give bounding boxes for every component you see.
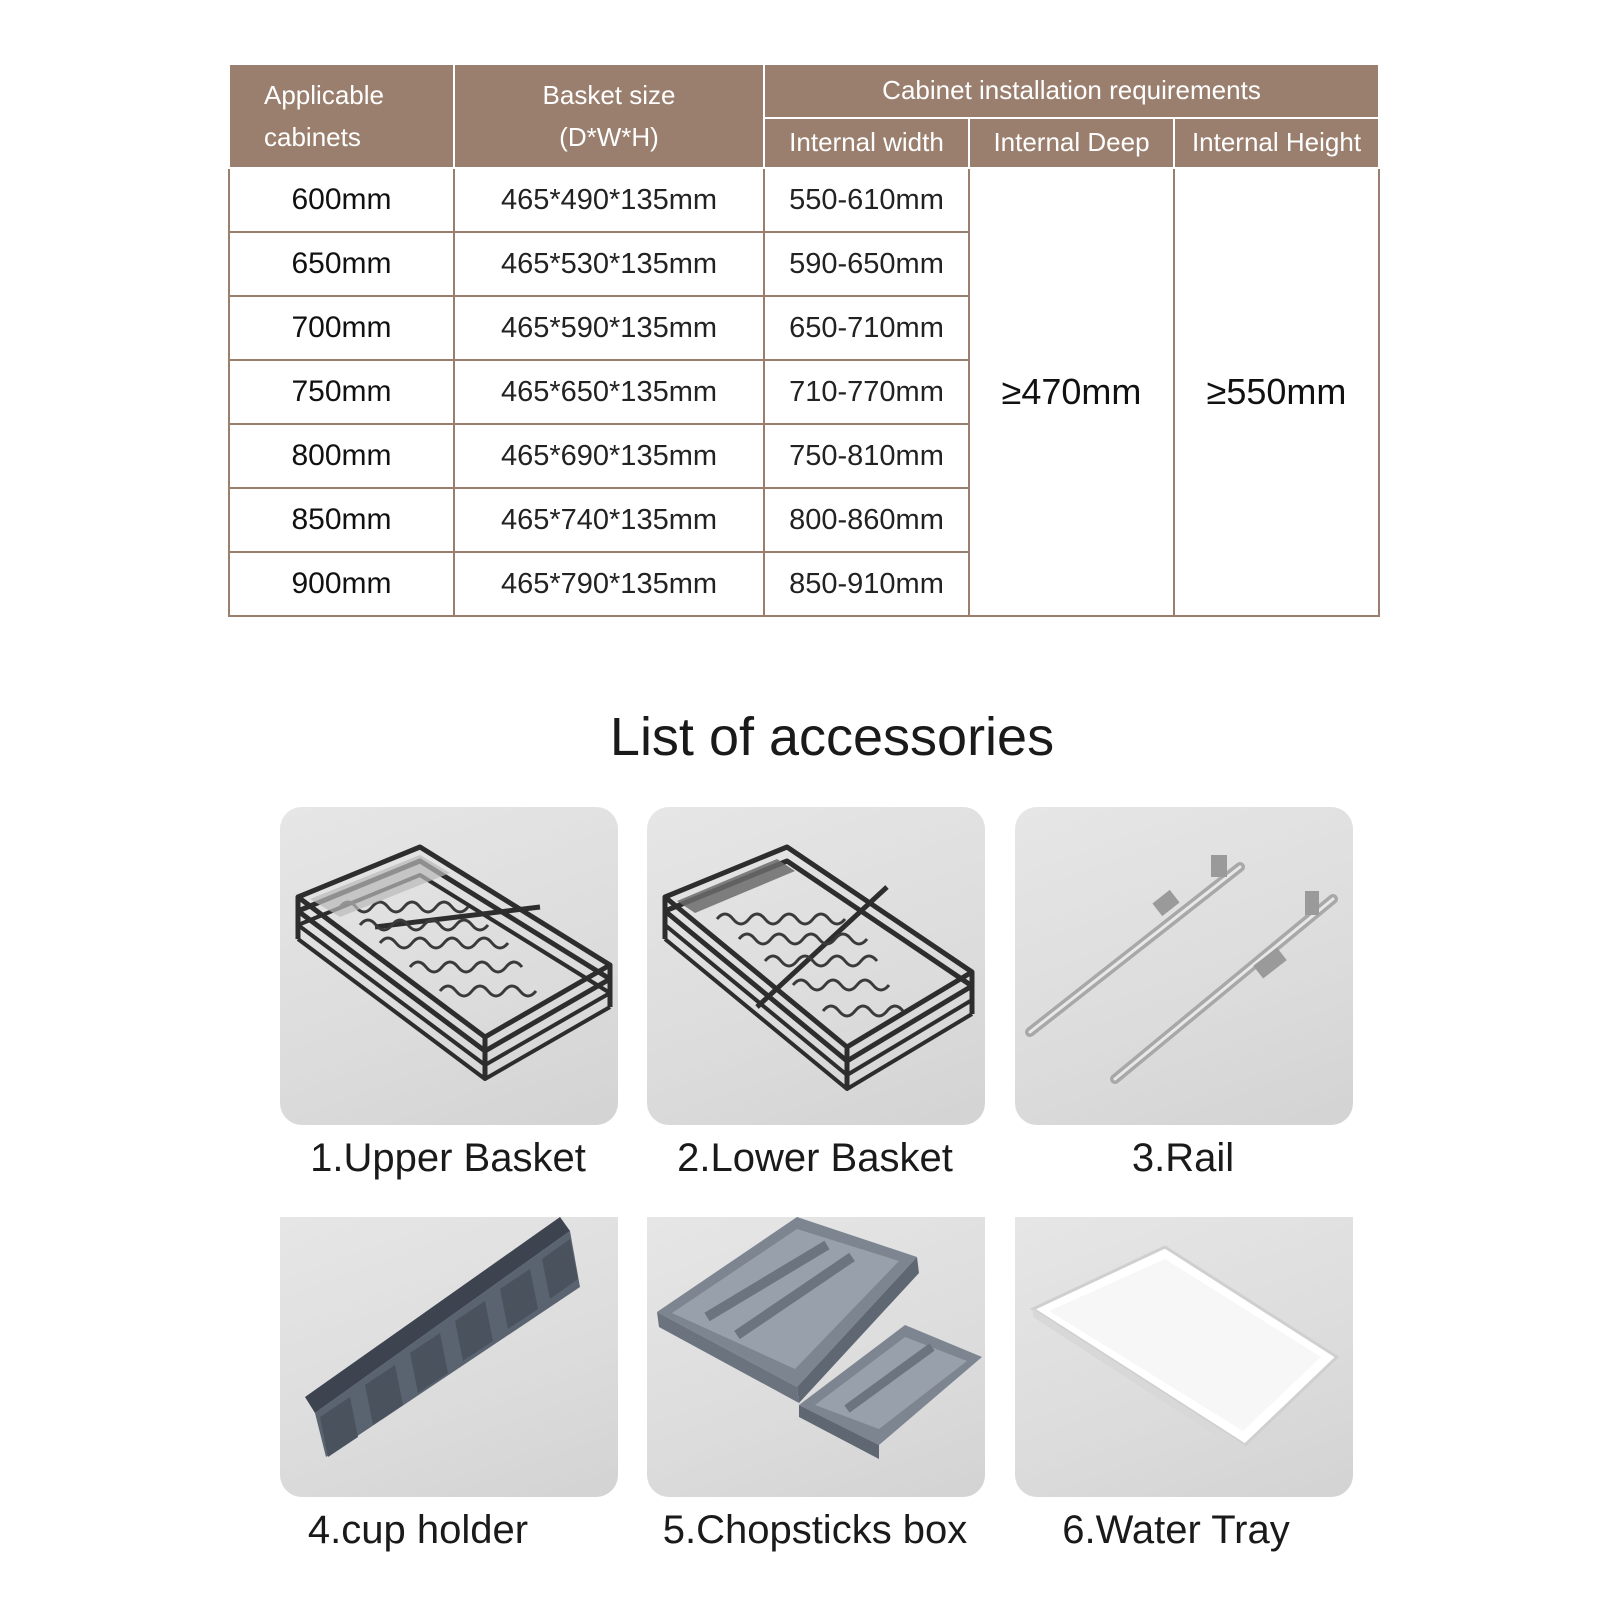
header-basket-size [454, 64, 764, 168]
cabinet-size-cell: 750mm [229, 360, 454, 424]
internal-height-value: ≥550mm [1174, 168, 1379, 616]
cabinet-size-cell: 800mm [229, 424, 454, 488]
cup-holder-image [280, 1217, 618, 1497]
cabinet-size-cell: 650mm [229, 232, 454, 296]
rail-label: 3.Rail [1131, 1136, 1235, 1180]
header-basket-size-line1: Basket size [542, 80, 676, 110]
spec-table [228, 63, 1380, 617]
header-cabinet-requirements: Cabinet installation requirements [764, 64, 1379, 118]
internal-width-cell: 550-610mm [764, 168, 969, 232]
header-internal-height: Internal Height [1174, 118, 1379, 168]
header-applicable-text: Applicable cabinets [264, 80, 384, 152]
lower-basket-label: 2.Lower Basket [677, 1136, 953, 1180]
lower-basket-image [647, 807, 985, 1125]
header-internal-deep: Internal Deep [969, 118, 1174, 168]
basket-size-cell: 465*490*135mm [454, 168, 764, 232]
basket-size-cell: 465*790*135mm [454, 552, 764, 616]
water-tray-label: 6.Water Tray [1062, 1508, 1290, 1552]
internal-width-cell: 710-770mm [764, 360, 969, 424]
cabinet-size-cell: 850mm [229, 488, 454, 552]
upper-basket-label: 1.Upper Basket [310, 1136, 586, 1180]
internal-width-cell: 650-710mm [764, 296, 969, 360]
rail-image [1015, 807, 1353, 1125]
basket-size-cell: 465*650*135mm [454, 360, 764, 424]
internal-width-cell: 750-810mm [764, 424, 969, 488]
chopsticks-box-image [647, 1217, 985, 1497]
table-row [229, 168, 1379, 232]
internal-width-cell: 800-860mm [764, 488, 969, 552]
upper-basket-image [280, 807, 618, 1125]
basket-size-cell: 465*740*135mm [454, 488, 764, 552]
header-applicable-cabinets [229, 64, 454, 168]
internal-width-cell: 850-910mm [764, 552, 969, 616]
cup-holder-label: 4.cup holder [307, 1508, 529, 1552]
cabinet-size-cell: 600mm [229, 168, 454, 232]
internal-deep-value: ≥470mm [969, 168, 1174, 616]
basket-size-cell: 465*530*135mm [454, 232, 764, 296]
basket-size-cell: 465*590*135mm [454, 296, 764, 360]
accessories-title: List of accessories [609, 707, 1055, 767]
cabinet-size-cell: 900mm [229, 552, 454, 616]
internal-width-cell: 590-650mm [764, 232, 969, 296]
basket-size-cell: 465*690*135mm [454, 424, 764, 488]
water-tray-image [1015, 1217, 1353, 1497]
header-basket-size-line2: (D*W*H) [559, 122, 659, 152]
cabinet-size-cell: 700mm [229, 296, 454, 360]
header-internal-width: Internal width [764, 118, 969, 168]
chopsticks-box-label: 5.Chopsticks box [662, 1508, 968, 1552]
